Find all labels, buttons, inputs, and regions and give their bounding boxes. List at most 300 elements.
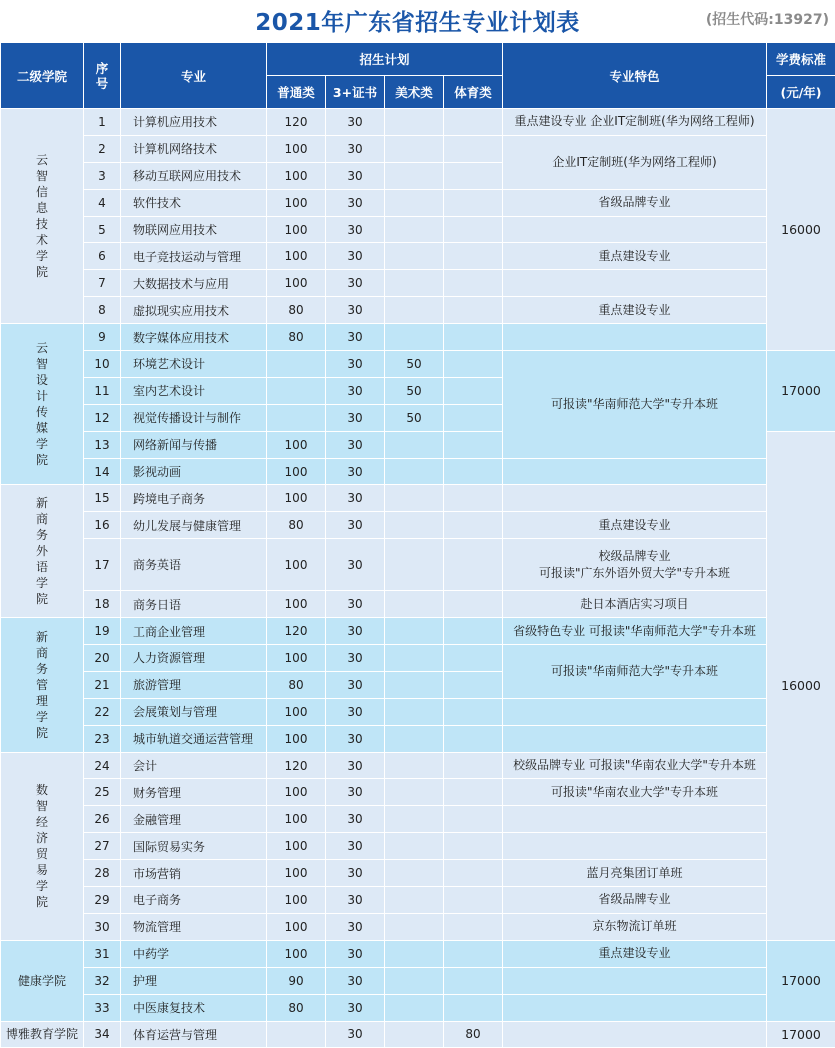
- table-row: [1, 752, 835, 779]
- cell-features: [503, 512, 767, 539]
- cell-seq: 30: [84, 913, 121, 940]
- cell-sport: [444, 458, 503, 485]
- enrollment-plan-table: [0, 42, 835, 1048]
- cell-major: 工商企业管理: [121, 618, 267, 645]
- cell-cert: 30: [326, 512, 385, 539]
- cell-features: [503, 645, 767, 699]
- cell-sport: [444, 216, 503, 243]
- table-row: [1, 913, 835, 940]
- table-row: [1, 297, 835, 324]
- cell-cert: 30: [326, 887, 385, 914]
- feature-line: 校级品牌专业: [503, 548, 766, 565]
- cell-cert: 30: [326, 940, 385, 967]
- table-row: [1, 591, 835, 618]
- cell-general: 120: [267, 109, 326, 136]
- header-plan-general: 普通类: [267, 76, 326, 109]
- cell-art: [385, 698, 444, 725]
- cell-sport: [444, 485, 503, 512]
- cell-cert: 30: [326, 297, 385, 324]
- cell-cert: 30: [326, 913, 385, 940]
- table-row: [1, 135, 835, 162]
- feature-line: 省级特色专业 可报读"华南师范大学"专升本班: [503, 623, 766, 640]
- cell-seq: 1: [84, 109, 121, 136]
- cell-cert: 30: [326, 135, 385, 162]
- cell-features: [503, 618, 767, 645]
- cell-sport: [444, 618, 503, 645]
- table-row: [1, 485, 835, 512]
- cell-art: [385, 806, 444, 833]
- table-row: [1, 725, 835, 752]
- cell-features: [503, 351, 767, 459]
- feature-line: 重点建设专业: [503, 248, 766, 265]
- cell-art: [385, 645, 444, 672]
- table-row: [1, 351, 835, 378]
- cell-general: 100: [267, 645, 326, 672]
- cell-major: 软件技术: [121, 189, 267, 216]
- cell-art: [385, 485, 444, 512]
- cell-features: [503, 591, 767, 618]
- cell-general: 80: [267, 297, 326, 324]
- cell-major: 虚拟现实应用技术: [121, 297, 267, 324]
- cell-cert: 30: [326, 109, 385, 136]
- cell-general: 120: [267, 752, 326, 779]
- cell-seq: 2: [84, 135, 121, 162]
- cell-cert: 30: [326, 351, 385, 378]
- college-cell: [1, 618, 84, 752]
- cell-features: [503, 539, 767, 591]
- cell-major: 商务英语: [121, 539, 267, 591]
- table-row: [1, 779, 835, 806]
- cell-art: [385, 297, 444, 324]
- cell-features: [503, 297, 767, 324]
- cell-cert: 30: [326, 216, 385, 243]
- cell-sport: [444, 940, 503, 967]
- table-row: [1, 994, 835, 1021]
- feature-line: 可报读"华南师范大学"专升本班: [503, 663, 766, 680]
- cell-cert: 30: [326, 243, 385, 270]
- cell-general: [267, 351, 326, 378]
- cell-seq: 7: [84, 270, 121, 297]
- header-features: 专业特色: [503, 43, 767, 109]
- feature-line: 校级品牌专业 可报读"华南农业大学"专升本班: [503, 757, 766, 774]
- college-cell: [1, 109, 84, 324]
- college-name: 新商务管理学院: [35, 629, 49, 741]
- cell-sport: [444, 591, 503, 618]
- cell-tuition: 17000: [767, 940, 835, 1021]
- feature-line: 京东物流订单班: [503, 918, 766, 935]
- cell-art: [385, 458, 444, 485]
- cell-seq: 16: [84, 512, 121, 539]
- cell-features: [503, 940, 767, 967]
- cell-seq: 19: [84, 618, 121, 645]
- cell-features: [503, 887, 767, 914]
- cell-sport: [444, 645, 503, 672]
- cell-general: 80: [267, 994, 326, 1021]
- cell-major: 财务管理: [121, 779, 267, 806]
- cell-general: 100: [267, 216, 326, 243]
- cell-features: [503, 270, 767, 297]
- feature-line: 赴日本酒店实习项目: [503, 596, 766, 613]
- cell-major: 物流管理: [121, 913, 267, 940]
- cell-features: [503, 994, 767, 1021]
- cell-cert: 30: [326, 725, 385, 752]
- cell-major: 移动互联网应用技术: [121, 162, 267, 189]
- cell-cert: 30: [326, 967, 385, 994]
- cell-general: 100: [267, 485, 326, 512]
- college-cell: [1, 324, 84, 485]
- feature-line: 省级品牌专业: [503, 194, 766, 211]
- cell-sport: [444, 913, 503, 940]
- cell-general: 120: [267, 618, 326, 645]
- cell-art: [385, 243, 444, 270]
- table-body: [1, 109, 835, 1048]
- cell-cert: 30: [326, 645, 385, 672]
- cell-sport: [444, 752, 503, 779]
- cell-general: 100: [267, 779, 326, 806]
- cell-major: 跨境电子商务: [121, 485, 267, 512]
- table-row: [1, 324, 835, 351]
- cell-cert: 30: [326, 189, 385, 216]
- cell-cert: 30: [326, 994, 385, 1021]
- cell-sport: [444, 404, 503, 431]
- cell-art: [385, 162, 444, 189]
- cell-seq: 12: [84, 404, 121, 431]
- feature-line: 可报读"华南农业大学"专升本班: [503, 784, 766, 801]
- cell-general: 100: [267, 270, 326, 297]
- feature-line: 重点建设专业 企业IT定制班(华为网络工程师): [503, 113, 766, 130]
- cell-major: 护理: [121, 967, 267, 994]
- cell-art: [385, 833, 444, 860]
- cell-general: 100: [267, 458, 326, 485]
- cell-cert: 30: [326, 618, 385, 645]
- cell-general: 100: [267, 725, 326, 752]
- cell-features: [503, 189, 767, 216]
- feature-line: 重点建设专业: [503, 302, 766, 319]
- cell-cert: 30: [326, 752, 385, 779]
- cell-art: [385, 618, 444, 645]
- table-row: [1, 270, 835, 297]
- feature-line: 可报读"广东外语外贸大学"专升本班: [503, 565, 766, 582]
- cell-cert: 30: [326, 698, 385, 725]
- cell-sport: [444, 779, 503, 806]
- college-name: 博雅教育学院: [6, 1027, 78, 1041]
- cell-seq: 21: [84, 671, 121, 698]
- cell-seq: 6: [84, 243, 121, 270]
- cell-seq: 5: [84, 216, 121, 243]
- table-row: [1, 243, 835, 270]
- cell-major: 体育运营与管理: [121, 1021, 267, 1048]
- cell-general: 90: [267, 967, 326, 994]
- cell-features: [503, 779, 767, 806]
- cell-cert: 30: [326, 833, 385, 860]
- cell-sport: [444, 806, 503, 833]
- feature-line: 重点建设专业: [503, 945, 766, 962]
- cell-major: 市场营销: [121, 860, 267, 887]
- cell-cert: 30: [326, 324, 385, 351]
- cell-sport: [444, 671, 503, 698]
- cell-major: 电子竞技运动与管理: [121, 243, 267, 270]
- cell-major: 会计: [121, 752, 267, 779]
- cell-art: [385, 994, 444, 1021]
- college-name: 健康学院: [18, 974, 66, 988]
- cell-major: 影视动画: [121, 458, 267, 485]
- feature-line: 可报读"华南师范大学"专升本班: [503, 396, 766, 413]
- college-cell: [1, 752, 84, 940]
- cell-seq: 26: [84, 806, 121, 833]
- cell-sport: 80: [444, 1021, 503, 1048]
- table-row: [1, 618, 835, 645]
- header-plan: 招生计划: [267, 43, 503, 76]
- cell-sport: [444, 431, 503, 458]
- cell-cert: 30: [326, 431, 385, 458]
- cell-art: [385, 539, 444, 591]
- college-cell: [1, 940, 84, 1021]
- cell-cert: 30: [326, 671, 385, 698]
- cell-art: 50: [385, 351, 444, 378]
- cell-major: 室内艺术设计: [121, 377, 267, 404]
- cell-seq: 8: [84, 297, 121, 324]
- cell-art: [385, 725, 444, 752]
- college-cell: [1, 485, 84, 618]
- cell-sport: [444, 324, 503, 351]
- table-row: [1, 887, 835, 914]
- cell-general: 100: [267, 860, 326, 887]
- table-row: [1, 860, 835, 887]
- cell-cert: 30: [326, 404, 385, 431]
- cell-features: [503, 806, 767, 833]
- cell-general: 100: [267, 162, 326, 189]
- cell-seq: 18: [84, 591, 121, 618]
- cell-seq: 34: [84, 1021, 121, 1048]
- cell-sport: [444, 377, 503, 404]
- cell-major: 人力资源管理: [121, 645, 267, 672]
- cell-cert: 30: [326, 270, 385, 297]
- cell-sport: [444, 967, 503, 994]
- cell-general: 100: [267, 591, 326, 618]
- feature-line: 重点建设专业: [503, 517, 766, 534]
- cell-seq: 31: [84, 940, 121, 967]
- cell-sport: [444, 887, 503, 914]
- cell-general: 100: [267, 189, 326, 216]
- cell-sport: [444, 539, 503, 591]
- header-plan-cert: 3+证书: [326, 76, 385, 109]
- college-cell: [1, 1021, 84, 1048]
- cell-seq: 3: [84, 162, 121, 189]
- table-row: [1, 967, 835, 994]
- table-row: [1, 512, 835, 539]
- feature-line: 企业IT定制班(华为网络工程师): [503, 154, 766, 171]
- cell-sport: [444, 512, 503, 539]
- cell-features: [503, 752, 767, 779]
- cell-art: [385, 887, 444, 914]
- cell-art: 50: [385, 377, 444, 404]
- cell-features: [503, 833, 767, 860]
- cell-art: [385, 671, 444, 698]
- cell-general: 100: [267, 806, 326, 833]
- cell-seq: 11: [84, 377, 121, 404]
- cell-seq: 29: [84, 887, 121, 914]
- cell-art: [385, 1021, 444, 1048]
- table-row: [1, 458, 835, 485]
- cell-features: [503, 485, 767, 512]
- table-row: [1, 216, 835, 243]
- cell-art: [385, 967, 444, 994]
- header-college: 二级学院: [1, 43, 84, 109]
- cell-general: 100: [267, 940, 326, 967]
- cell-seq: 4: [84, 189, 121, 216]
- college-name: 新商务外语学院: [35, 495, 49, 607]
- admission-code: (招生代码:13927): [706, 9, 829, 29]
- cell-seq: 20: [84, 645, 121, 672]
- cell-general: 100: [267, 431, 326, 458]
- cell-general: 100: [267, 539, 326, 591]
- cell-art: [385, 779, 444, 806]
- header-tuition-unit: (元/年): [767, 76, 835, 109]
- cell-major: 金融管理: [121, 806, 267, 833]
- table-row: [1, 189, 835, 216]
- cell-major: 中医康复技术: [121, 994, 267, 1021]
- cell-features: [503, 324, 767, 351]
- cell-major: 网络新闻与传播: [121, 431, 267, 458]
- cell-seq: 22: [84, 698, 121, 725]
- cell-sport: [444, 994, 503, 1021]
- cell-major: 城市轨道交通运营管理: [121, 725, 267, 752]
- feature-line: 省级品牌专业: [503, 891, 766, 908]
- cell-seq: 15: [84, 485, 121, 512]
- cell-art: [385, 752, 444, 779]
- cell-features: [503, 1021, 767, 1048]
- table-row: [1, 940, 835, 967]
- table-row: [1, 698, 835, 725]
- cell-features: [503, 698, 767, 725]
- cell-art: [385, 135, 444, 162]
- header-plan-art: 美术类: [385, 76, 444, 109]
- cell-art: [385, 270, 444, 297]
- table-row: [1, 1021, 835, 1048]
- table-row: [1, 645, 835, 672]
- cell-seq: 25: [84, 779, 121, 806]
- header-seq: [84, 43, 121, 109]
- cell-art: [385, 913, 444, 940]
- cell-art: [385, 216, 444, 243]
- header-tuition: 学费标准: [767, 43, 835, 76]
- cell-cert: 30: [326, 458, 385, 485]
- cell-sport: [444, 698, 503, 725]
- table-row: [1, 109, 835, 136]
- cell-features: [503, 216, 767, 243]
- cell-major: 国际贸易实务: [121, 833, 267, 860]
- table-row: [1, 539, 835, 591]
- cell-general: 100: [267, 698, 326, 725]
- cell-cert: 30: [326, 162, 385, 189]
- table-row: [1, 806, 835, 833]
- cell-sport: [444, 725, 503, 752]
- cell-sport: [444, 135, 503, 162]
- college-name: 云智设计传媒学院: [35, 340, 49, 468]
- cell-seq: 10: [84, 351, 121, 378]
- cell-seq: 28: [84, 860, 121, 887]
- cell-features: [503, 135, 767, 189]
- cell-features: [503, 725, 767, 752]
- cell-major: 会展策划与管理: [121, 698, 267, 725]
- cell-general: 100: [267, 135, 326, 162]
- cell-general: 80: [267, 512, 326, 539]
- cell-tuition: 16000: [767, 431, 835, 940]
- cell-major: 数字媒体应用技术: [121, 324, 267, 351]
- cell-art: 50: [385, 404, 444, 431]
- header-seq-text: 序号: [95, 61, 109, 91]
- header-plan-sport: 体育类: [444, 76, 503, 109]
- cell-major: 环境艺术设计: [121, 351, 267, 378]
- cell-major: 计算机应用技术: [121, 109, 267, 136]
- cell-seq: 17: [84, 539, 121, 591]
- cell-sport: [444, 189, 503, 216]
- cell-seq: 14: [84, 458, 121, 485]
- cell-general: 80: [267, 324, 326, 351]
- cell-major: 计算机网络技术: [121, 135, 267, 162]
- cell-art: [385, 940, 444, 967]
- cell-sport: [444, 109, 503, 136]
- cell-art: [385, 860, 444, 887]
- cell-features: [503, 860, 767, 887]
- cell-cert: 30: [326, 1021, 385, 1048]
- cell-seq: 24: [84, 752, 121, 779]
- cell-seq: 9: [84, 324, 121, 351]
- cell-general: [267, 377, 326, 404]
- cell-major: 大数据技术与应用: [121, 270, 267, 297]
- cell-tuition: 16000: [767, 109, 835, 351]
- cell-seq: 27: [84, 833, 121, 860]
- cell-cert: 30: [326, 377, 385, 404]
- cell-general: 100: [267, 243, 326, 270]
- cell-cert: 30: [326, 806, 385, 833]
- cell-cert: 30: [326, 485, 385, 512]
- cell-art: [385, 189, 444, 216]
- cell-art: [385, 109, 444, 136]
- cell-major: 视觉传播设计与制作: [121, 404, 267, 431]
- cell-general: [267, 404, 326, 431]
- cell-sport: [444, 860, 503, 887]
- cell-seq: 32: [84, 967, 121, 994]
- table-row: [1, 833, 835, 860]
- cell-sport: [444, 270, 503, 297]
- cell-features: [503, 109, 767, 136]
- cell-cert: 30: [326, 779, 385, 806]
- cell-seq: 23: [84, 725, 121, 752]
- cell-cert: 30: [326, 591, 385, 618]
- cell-major: 幼儿发展与健康管理: [121, 512, 267, 539]
- cell-sport: [444, 162, 503, 189]
- cell-features: [503, 967, 767, 994]
- cell-features: [503, 913, 767, 940]
- college-name: 数智经济贸易学院: [35, 782, 49, 910]
- cell-general: 100: [267, 887, 326, 914]
- cell-general: [267, 1021, 326, 1048]
- cell-general: 100: [267, 913, 326, 940]
- cell-major: 电子商务: [121, 887, 267, 914]
- cell-cert: 30: [326, 860, 385, 887]
- cell-features: [503, 458, 767, 485]
- cell-general: 80: [267, 671, 326, 698]
- cell-tuition: 17000: [767, 1021, 835, 1048]
- page-title: 2021年广东省招生专业计划表: [0, 4, 835, 37]
- cell-sport: [444, 243, 503, 270]
- cell-art: [385, 512, 444, 539]
- cell-sport: [444, 833, 503, 860]
- feature-line: 蓝月亮集团订单班: [503, 865, 766, 882]
- cell-general: 100: [267, 833, 326, 860]
- cell-major: 物联网应用技术: [121, 216, 267, 243]
